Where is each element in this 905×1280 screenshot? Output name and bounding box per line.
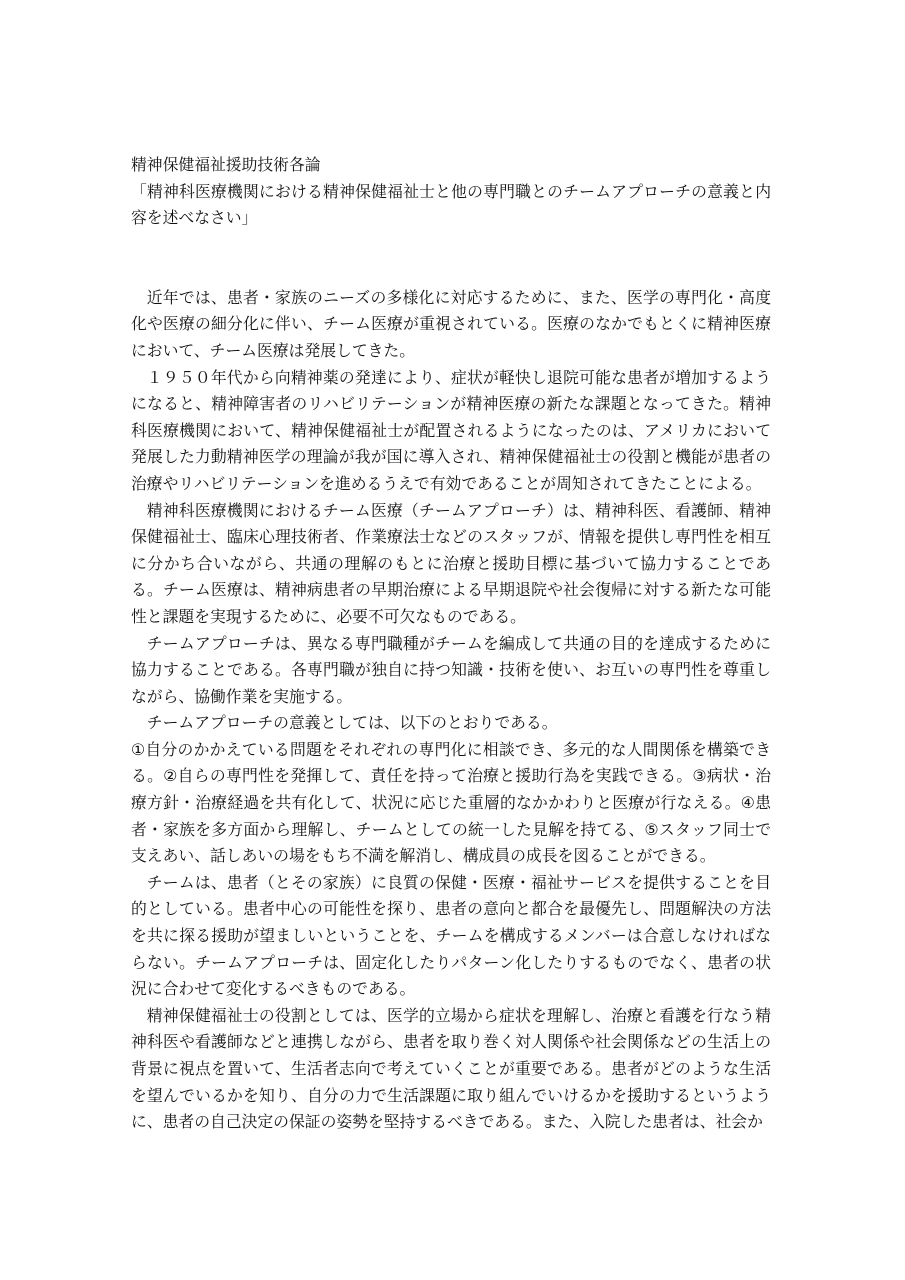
paragraph-6-list: ①自分のかかえている問題をそれぞれの専門化に相談でき、多元的な人間関係を構築できる。②自らの専門性を発揮して、責任を持って治療と援助行為を実践できる。③病状・治療方針・治療経過を共有化して、状況に応じた重層的なかかわりと医療が行なえる。④患者・家族を多方面から理解し、チームとしての統一した見解を持てる、⑤スタッフ同士で支えあい、話しあいの場をもち不満を解消し、構成員の成長を図ることができる。	[131, 739, 771, 866]
paragraph-4: チームアプローチは、異なる専門職種がチームを編成して共通の目的を達成するために協力することである。各専門職が独自に持つ知識・技術を使い、お互いの専門性を尊重しながら、協働作業を実施する。	[131, 633, 771, 706]
paragraph-3: 精神科医療機関におけるチーム医療（チームアプローチ）は、精神科医、看護師、精神保健福祉士、臨床心理技術者、作業療法士などのスタッフが、情報を提供し専門性を相互に分かち合いながら、共通の理解のもとに治療と援助目標に基づいて協力することである。チーム医療は、精神病患者の早期治療による早期退院や社会復帰に対する新たな可能性と課題を実現するために、必要不可欠なものである。	[131, 500, 771, 626]
spacer	[131, 232, 771, 285]
paragraph-8: 精神保健福祉士の役割としては、医学的立場から症状を理解し、治療と看護を行なう精神科医や看護師などと連携しながら、患者を取り巻く対人関係や社会関係などの生活上の背景に視点を置いて、生活者志向で考えていくことが重要である。患者がどのような生活を望んでいるかを知り、自分の力で生活課題に取り組んでいけるかを援助するというように、患者の自己決定の保証の姿勢を堅持するべきである。また、入院した患者は、社会か	[131, 1005, 771, 1132]
document-question: 「精神科医療機関における精神保健福祉士と他の専門職とのチームアプローチの意義と内容を述べなさい」	[131, 181, 771, 228]
paragraph-1: 近年では、患者・家族のニーズの多様化に対応するために、また、医学の専門化・高度化や医療の細分化に伴い、チーム医療が重視されている。医療のなかでもとくに精神医療において、チーム医療は発展してきた。	[131, 287, 771, 360]
paragraph-2: １９５０年代から向精神薬の発達により、症状が軽快し退院可能な患者が増加するようになると、精神障害者のリハビリテーションが精神医療の新たな課題となってきた。精神科医療機関において、精神保健福祉士が配置されるようになったのは、アメリカにおいて発展した力動精神医学の理論が我が国に導入され、精神保健福祉士の役割と機能が患者の治療やリハビリテーションを進めるうえで有効であることが周知されてきたことによる。	[131, 367, 771, 493]
paragraph-7: チームは、患者（とその家族）に良質の保健・医療・福祉サービスを提供することを目的としている。患者中心の可能性を探り、患者の意向と都合を最優先し、問題解決の方法を共に探る援助が望ましいということを、チームを構成するメンバーは合意しなければならない。チームアプローチは、固定化したりパターン化したりするものでなく、患者の状況に合わせて変化するべきものである。	[131, 872, 771, 999]
document-subject: 精神保健福祉援助技術各論	[131, 155, 321, 174]
paragraph-5: チームアプローチの意義としては、以下のとおりである。	[146, 713, 558, 733]
document-body	[131, 152, 771, 1136]
